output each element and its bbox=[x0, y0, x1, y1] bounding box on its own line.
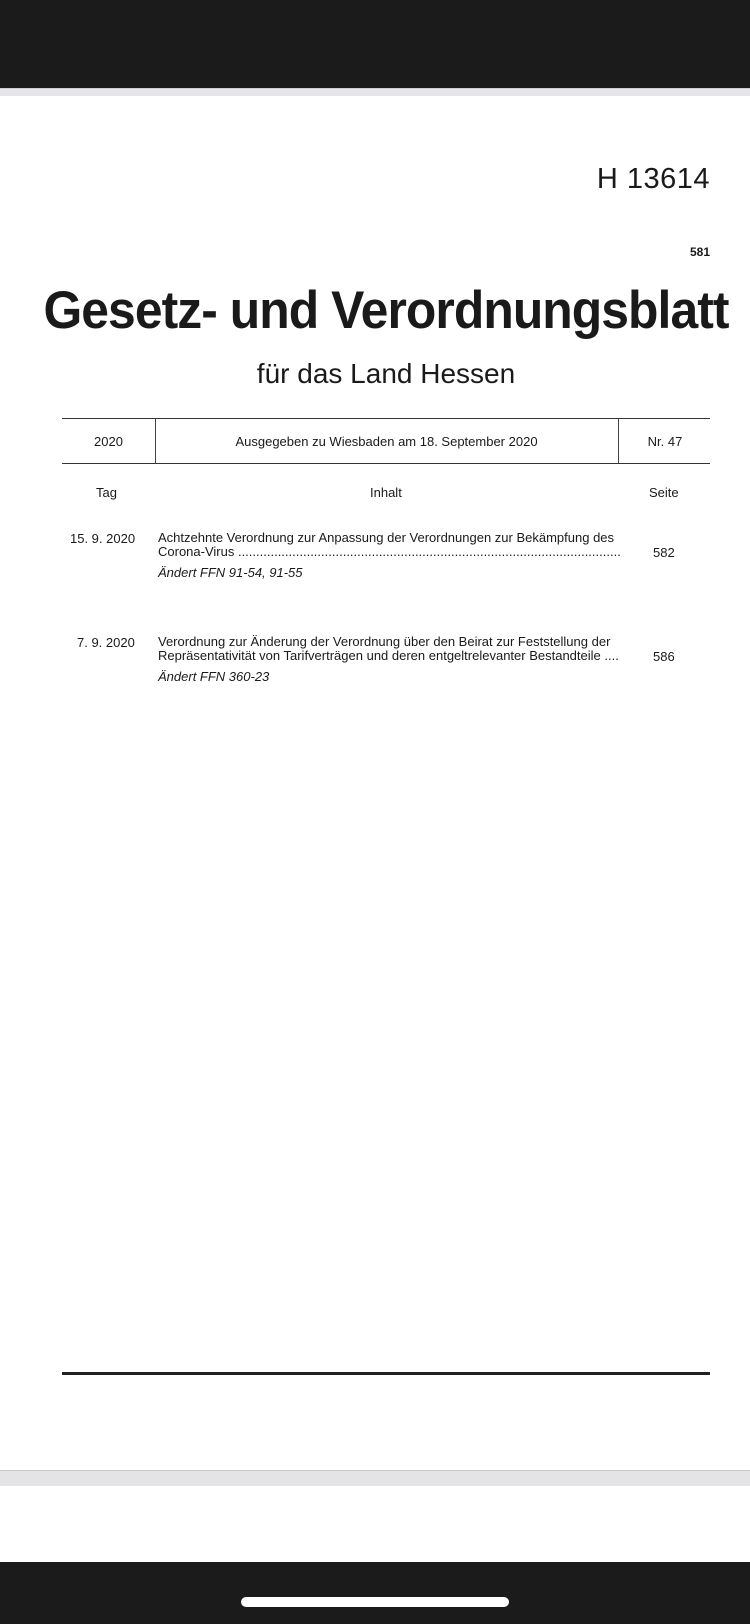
entry-date: 7. 9. 2020 bbox=[77, 635, 135, 650]
entry-amendment: Ändert FFN 91-54, 91-55 bbox=[158, 565, 303, 580]
column-header-tag: Tag bbox=[96, 485, 117, 500]
issue-year: 2020 bbox=[62, 419, 156, 463]
entry-text bbox=[158, 531, 624, 559]
entry-page: 586 bbox=[653, 649, 675, 664]
entry-line-2: Corona-Virus .......................................................................................................... bbox=[158, 545, 621, 559]
document-id: H 13614 bbox=[596, 163, 710, 195]
page-title: Gesetz- und Verordnungsblatt bbox=[43, 281, 729, 340]
entry-date: 15. 9. 2020 bbox=[70, 531, 136, 546]
status-bar bbox=[0, 0, 750, 88]
entry-line-1: Verordnung zur Änderung der Verordnung über den Beirat zur Feststellung der bbox=[158, 634, 611, 649]
bottom-bar bbox=[0, 1562, 750, 1624]
next-page-top bbox=[0, 1486, 750, 1562]
issue-number: Nr. 47 bbox=[618, 419, 711, 463]
entry-line-1: Achtzehnte Verordnung zur Anpassung der Verordnungen zur Bekämpfung des bbox=[158, 530, 615, 545]
page-number: 581 bbox=[689, 245, 710, 259]
column-header-seite: Seite bbox=[649, 485, 679, 500]
issue-date: Ausgegeben zu Wiesbaden am 18. September 2020 bbox=[235, 433, 538, 449]
entry-amendment: Ändert FFN 360-23 bbox=[158, 669, 270, 684]
bottom-rule bbox=[62, 1372, 710, 1375]
entry-text bbox=[158, 635, 624, 663]
issue-info-bar bbox=[62, 418, 710, 464]
column-header-inhalt: Inhalt bbox=[370, 485, 402, 500]
entry-page: 582 bbox=[653, 545, 675, 560]
entry-line-2: Repräsentativität von Tarifverträgen und deren entgeltrelevanter Bestandteile .... bbox=[158, 649, 619, 663]
page-subtitle: für das Land Hessen bbox=[256, 358, 516, 389]
page-separator-bottom bbox=[0, 1470, 750, 1486]
home-indicator[interactable] bbox=[241, 1597, 509, 1607]
page-separator-top bbox=[0, 88, 750, 96]
